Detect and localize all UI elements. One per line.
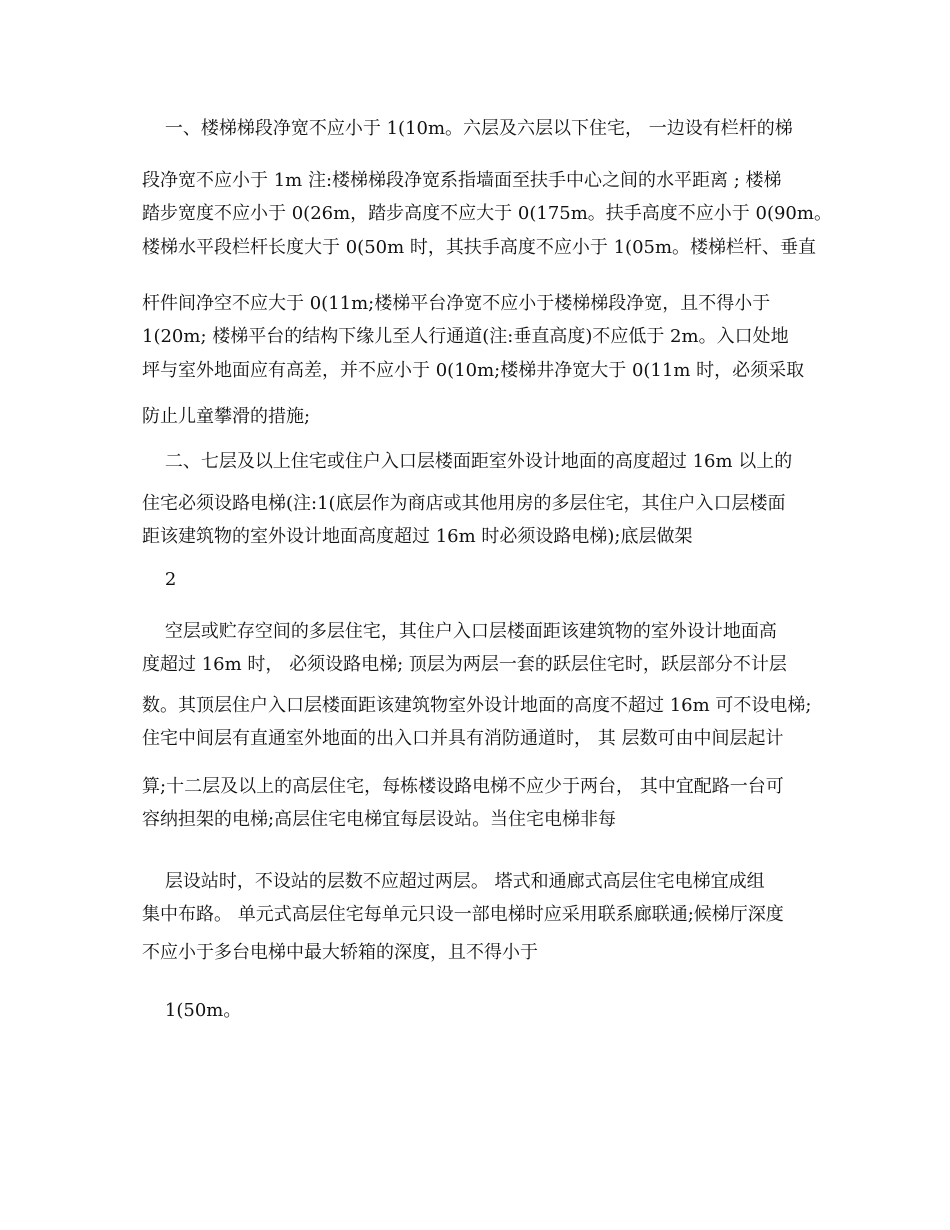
text-line: 距该建筑物的室外设计地面高度超过 16m 时必须设路电梯);底层做架: [142, 526, 693, 547]
page-number: 2: [142, 569, 177, 590]
text-line: 1(20m; 楼梯平台的结构下缘儿至人行通道(注:垂直高度)不应低于 2m。入口处地: [142, 326, 789, 347]
text-line: 住宅必须设路电梯(注:1(底层作为商店或其他用房的多层住宅，其住户入口层楼面: [142, 493, 786, 514]
text-line: 楼梯水平段栏杆长度大于 0(50m 时，其扶手高度不应小于 1(05m。楼梯栏杆、垂直: [142, 237, 817, 258]
text-line: 二、七层及以上住宅或住户入口层楼面距室外设计地面的高度超过 16m 以上的: [142, 451, 793, 472]
text-line: 层设站时，不设站的层数不应超过两层。 塔式和通廊式高层住宅电梯宜成组: [142, 871, 765, 892]
text-line: 一、楼梯梯段净宽不应小于 1(10m。六层及六层以下住宅， 一边设有栏杆的梯: [142, 118, 793, 139]
text-line: 防止儿童攀滑的措施;: [142, 406, 311, 427]
text-line: 住宅中间层有直通室外地面的出入口并具有消防通道时， 其 层数可由中间层起计: [142, 728, 784, 749]
text-line: 算;十二层及以上的高层住宅，每栋楼设路电梯不应少于两台， 其中宜配路一台可: [142, 776, 784, 797]
text-line: 容纳担架的电梯;高层住宅电梯宜每层设站。当住宅电梯非每: [142, 809, 617, 830]
text-line: 1(50m。: [142, 1000, 242, 1021]
text-line: 踏步宽度不应小于 0(26m，踏步高度不应大于 0(175m。扶手高度不应小于 0(90m。: [142, 203, 832, 224]
text-line: 空层或贮存空间的多层住宅，其住户入口层楼面距该建筑物的室外设计地面高: [142, 621, 777, 642]
text-line: 杆件间净空不应大于 0(11m;楼梯平台净宽不应小于楼梯梯段净宽，且不得小于: [142, 293, 771, 314]
text-line: 坪与室外地面应有高差，并不应小于 0(10m;楼梯井净宽大于 0(11m 时，必须采取: [142, 360, 805, 381]
text-line: 集中布路。 单元式高层住宅每单元只设一部电梯时应采用联系廊联通;候梯厅深度: [142, 904, 784, 925]
text-line: 不应小于多台电梯中最大轿箱的深度，且不得小于: [142, 942, 538, 963]
text-line: 段净宽不应小于 1m 注:楼梯梯段净宽系指墙面至扶手中心之间的水平距离 ; 楼梯: [142, 170, 782, 191]
text-line: 数。其顶层住户入口层楼面距该建筑物室外设计地面的高度不超过 16m 可不设电梯;: [142, 695, 812, 716]
text-line: 度超过 16m 时， 必须设路电梯; 顶层为两层一套的跃层住宅时，跃层部分不计层: [142, 654, 787, 675]
